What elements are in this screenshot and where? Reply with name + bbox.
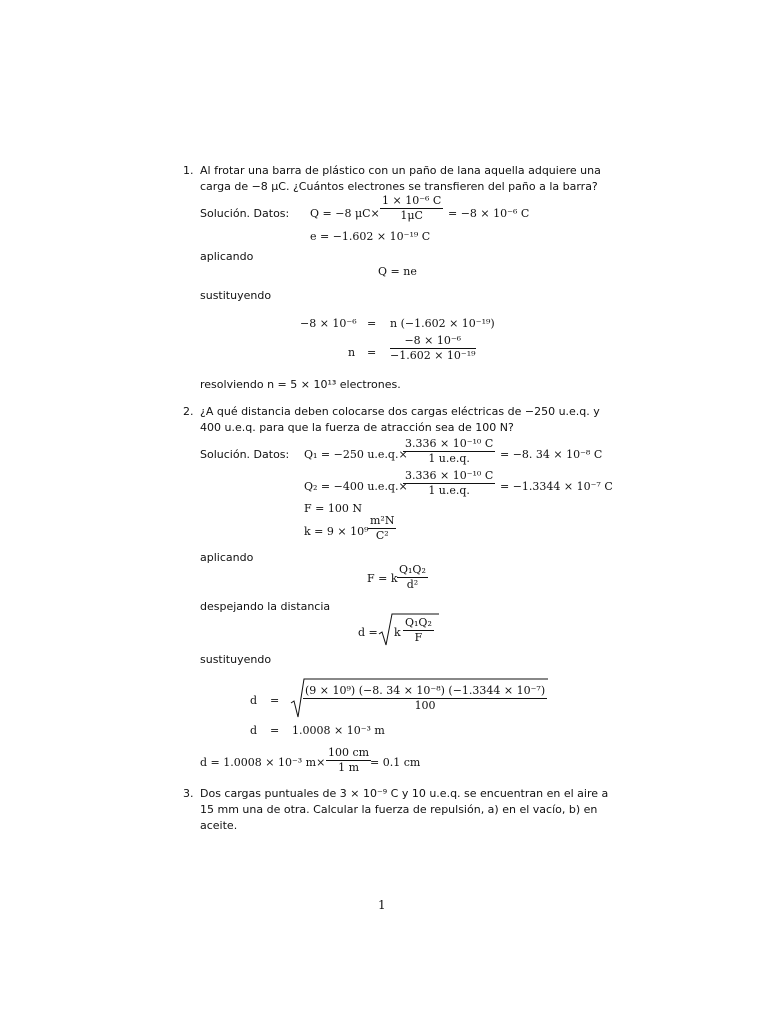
problem-2-coulomb-lhs: F = k: [367, 572, 398, 585]
problem-3-text-line-3: aceite.: [200, 819, 238, 832]
problem-1-sustituyendo: sustituyendo: [200, 289, 272, 302]
problem-1-text-line-2: carga de −8 μC. ¿Cuántos electrones se transfieren del paño a la barra?: [200, 180, 598, 193]
problem-2-coulomb-denominator: d²: [406, 578, 419, 591]
problem-2-s1-fraction: [303, 685, 547, 712]
problem-2-q1-rhs: = −8. 34 × 10⁻⁸ C: [500, 448, 603, 461]
problem-2-d-lhs: d =: [358, 626, 378, 639]
problem-3-text-line-1: Dos cargas puntuales de 3 × 10⁻⁹ C y 10 u.e.q. se encuentran en el aire a: [200, 787, 609, 800]
problem-2-coulomb-fraction: [397, 564, 428, 591]
problem-1-solution-label: Solución. Datos:: [200, 207, 290, 220]
problem-1-text-line-1: Al frotar una barra de plástico con un paño de lana aquella adquiere una: [200, 164, 601, 177]
problem-2-q1-fraction: [403, 438, 495, 465]
problem-2-d-denominator: F: [414, 631, 423, 644]
problem-2-q1-denominator: 1 u.e.q.: [428, 452, 470, 465]
problem-2-k-denominator: C²: [375, 529, 389, 542]
page-number: 1: [378, 898, 386, 912]
problem-2-text-line-1: ¿A qué distancia deben colocarse dos cargas eléctricas de −250 u.e.q. y: [200, 405, 600, 418]
problem-2-conversion-denominator: 1 m: [338, 761, 360, 774]
problem-2-force: F = 100 N: [304, 502, 362, 515]
problem-2-d-numerator: Q₁Q₂: [405, 616, 432, 629]
problem-1-eq2-numerator: −8 × 10⁻⁶: [390, 335, 476, 349]
problem-1-eq1-rhs: n (−1.602 × 10⁻¹⁹): [390, 317, 495, 330]
problem-2-number: 2.: [183, 405, 194, 418]
problem-1-q-rhs: = −8 × 10⁻⁶ C: [448, 207, 530, 220]
problem-1-result: resolviendo n = 5 × 10¹³ electrones.: [200, 378, 401, 391]
problem-2-d-k: k: [394, 626, 401, 639]
problem-2-q2-denominator: 1 u.e.q.: [428, 484, 470, 497]
problem-2-s1-lhs: d: [250, 694, 258, 707]
problem-1-electron-charge: e = −1.602 × 10⁻¹⁹ C: [310, 230, 431, 243]
problem-1-eq2-equals: =: [367, 346, 377, 359]
problem-2-s2-equals: =: [270, 724, 280, 737]
problem-1-eq2-lhs: n: [348, 346, 356, 359]
problem-2-coulomb-numerator: Q₁Q₂: [399, 563, 426, 576]
problem-2-q1-numerator: 3.336 × 10⁻¹⁰ C: [405, 437, 494, 450]
problem-2-q2-lhs: Q₂ = −400 u.e.q.×: [304, 480, 408, 493]
problem-1-eq1-equals: =: [367, 317, 377, 330]
problem-2-s2-rhs: 1.0008 × 10⁻³ m: [292, 724, 385, 737]
problem-2-k-lhs: k = 9 × 10⁹: [304, 525, 369, 538]
problem-1-q-denominator: 1μC: [400, 209, 423, 222]
problem-2-conversion-rhs: = 0.1 cm: [370, 756, 421, 769]
problem-2-q2-fraction: [403, 470, 495, 497]
problem-3-text-line-2: 15 mm una de otra. Calcular la fuerza de repulsión, a) en el vacío, b) en: [200, 803, 598, 816]
problem-2-q2-rhs: = −1.3344 × 10⁻⁷ C: [500, 480, 613, 493]
problem-1-aplicando: aplicando: [200, 250, 254, 263]
problem-1-formula: Q = ne: [378, 265, 417, 278]
problem-2-s1-denominator: 100: [414, 699, 436, 712]
problem-2-q1-lhs: Q₁ = −250 u.e.q.×: [304, 448, 408, 461]
problem-3-number: 3.: [183, 787, 194, 800]
problem-1-eq2-fraction: [390, 335, 476, 362]
problem-2-despejando: despejando la distancia: [200, 600, 331, 613]
problem-1-q-lhs: Q = −8 μC×: [310, 207, 380, 220]
problem-2-conversion-numerator: 100 cm: [328, 746, 370, 759]
problem-2-k-fraction: [368, 515, 396, 542]
problem-1-q-numerator: 1 × 10⁻⁶ C: [382, 194, 442, 207]
problem-2-aplicando: aplicando: [200, 551, 254, 564]
problem-2-s1-equals: =: [270, 694, 280, 707]
problem-2-conversion-fraction: [326, 747, 371, 774]
problem-2-q2-numerator: 3.336 × 10⁻¹⁰ C: [405, 469, 494, 482]
problem-2-sustituyendo: sustituyendo: [200, 653, 272, 666]
problem-2-text-line-2: 400 u.e.q. para que la fuerza de atracción sea de 100 N?: [200, 421, 514, 434]
problem-1-eq2-denominator: −1.602 × 10⁻¹⁹: [390, 349, 476, 362]
problem-1-number: 1.: [183, 164, 194, 177]
problem-1-q-fraction: [380, 195, 443, 222]
problem-2-solution-label: Solución. Datos:: [200, 448, 290, 461]
problem-2-conversion-lhs: d = 1.0008 × 10⁻³ m×: [200, 756, 326, 769]
problem-2-k-numerator: m²N: [370, 514, 395, 527]
problem-2-d-fraction: [403, 617, 434, 644]
problem-1-eq1-lhs: −8 × 10⁻⁶: [300, 317, 357, 330]
problem-2-s2-lhs: d: [250, 724, 258, 737]
problem-2-s1-numerator: (9 × 10⁹) (−8. 34 × 10⁻⁸) (−1.3344 × 10⁻⁷): [305, 684, 546, 697]
